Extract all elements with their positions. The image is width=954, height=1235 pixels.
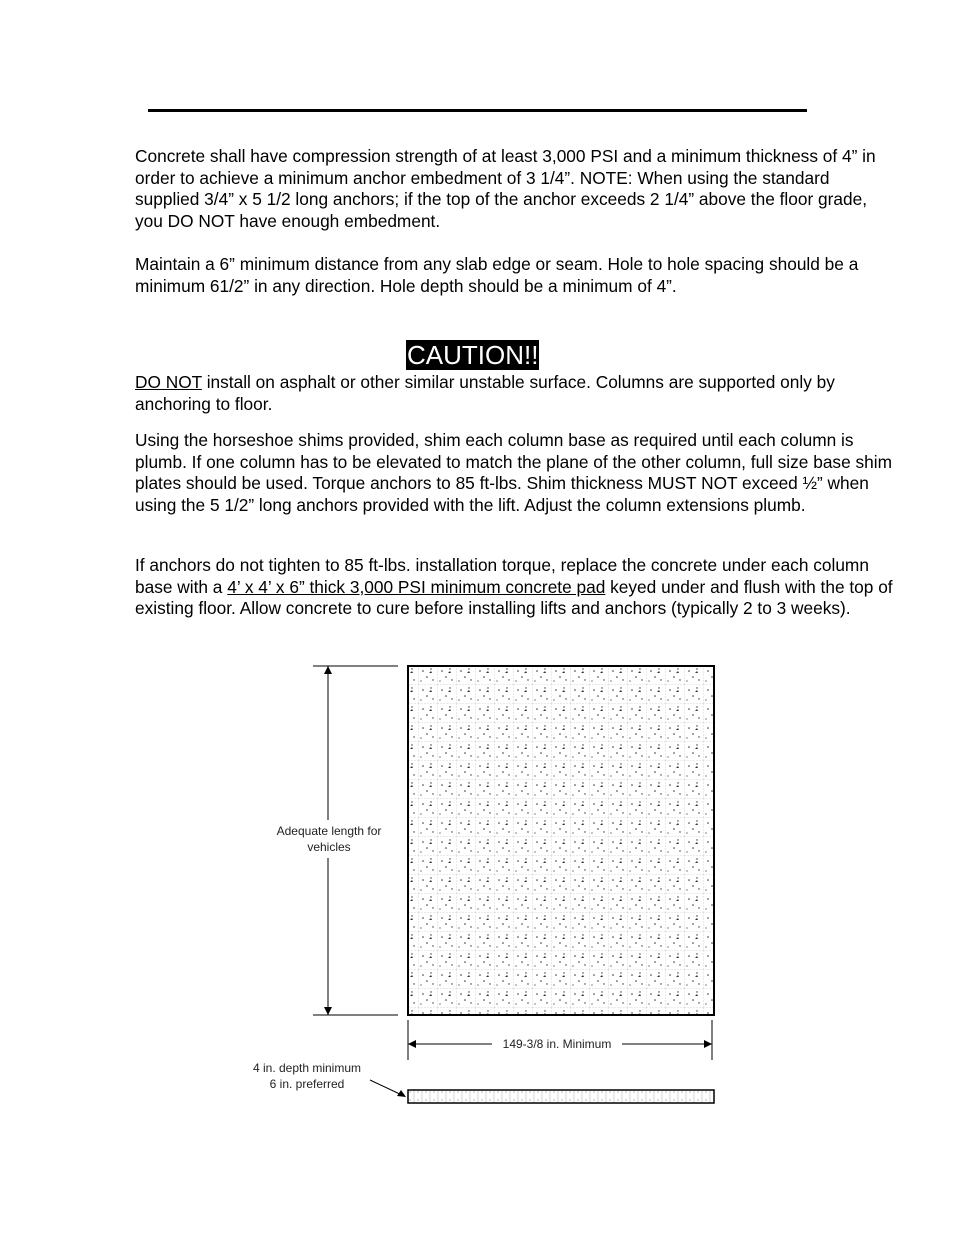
depth-leader-arrow xyxy=(370,1080,406,1097)
header-rule xyxy=(148,109,807,112)
concrete-pad-paragraph xyxy=(135,555,895,620)
depth-label-line1: 4 in. depth minimum xyxy=(252,1061,362,1075)
asphalt-warning-paragraph xyxy=(135,372,895,415)
shim-paragraph: Using the horseshoe shims provided, shim each column base as required until each column is plumb. If one column has to be elevated to match the plane of the other column, full size base shim plates should be used. Torque anchors to 85 ft-lbs. Shim thickness MUST NOT exceed ½” when using the 5 1/2” long anchors provided with the lift. Adjust the column extensions plumb. xyxy=(135,430,892,515)
spacing-paragraph: Maintain a 6” minimum distance from any slab edge or seam. Hole to hole spacing should be a minimum 61/2” in any direction. Hole depth should be a minimum of 4”. xyxy=(135,254,859,296)
do-not-emphasis: DO NOT xyxy=(135,372,202,392)
concrete-strength-paragraph: Concrete shall have compression strength of at least 3,000 PSI and a minimum thickness of 4” in order to achieve a minimum anchor embedment of 3 1/4”. NOTE: When using the standard supplied 3/4” x 5 1/2 long anchors; if the top of the anchor exceeds 2 1/4” above the floor grade, you DO NOT have enough embedment. xyxy=(135,146,876,231)
concrete-pad-text-end: keyed under and flush with the top of existing floor. Allow concrete to cure before installing lifts and anchors (typically 2 to 3 weeks). xyxy=(135,576,893,618)
caution-banner: CAUTION!! xyxy=(407,340,539,370)
length-label-line1: Adequate length for xyxy=(276,824,382,838)
concrete-pad-text-start: If anchors do not tighten to 85 ft-lbs. installation torque, replace the concrete under each column base with a xyxy=(135,555,869,597)
slab-plan-view xyxy=(408,666,714,1015)
depth-label-line2: 6 in. preferred xyxy=(269,1077,345,1091)
length-label-line2: vehicles xyxy=(307,840,351,854)
slab-section-view xyxy=(408,1090,714,1103)
concrete-pad-spec: 4’ x 4’ x 6” thick 3,000 PSI minimum concrete pad xyxy=(227,576,606,597)
asphalt-warning-text: install on asphalt or other similar unstable surface. Columns are supported only by anchoring to floor. xyxy=(135,372,835,414)
floor-slab-diagram xyxy=(230,660,730,1110)
width-label: 149-3/8 in. Minimum xyxy=(502,1037,612,1051)
